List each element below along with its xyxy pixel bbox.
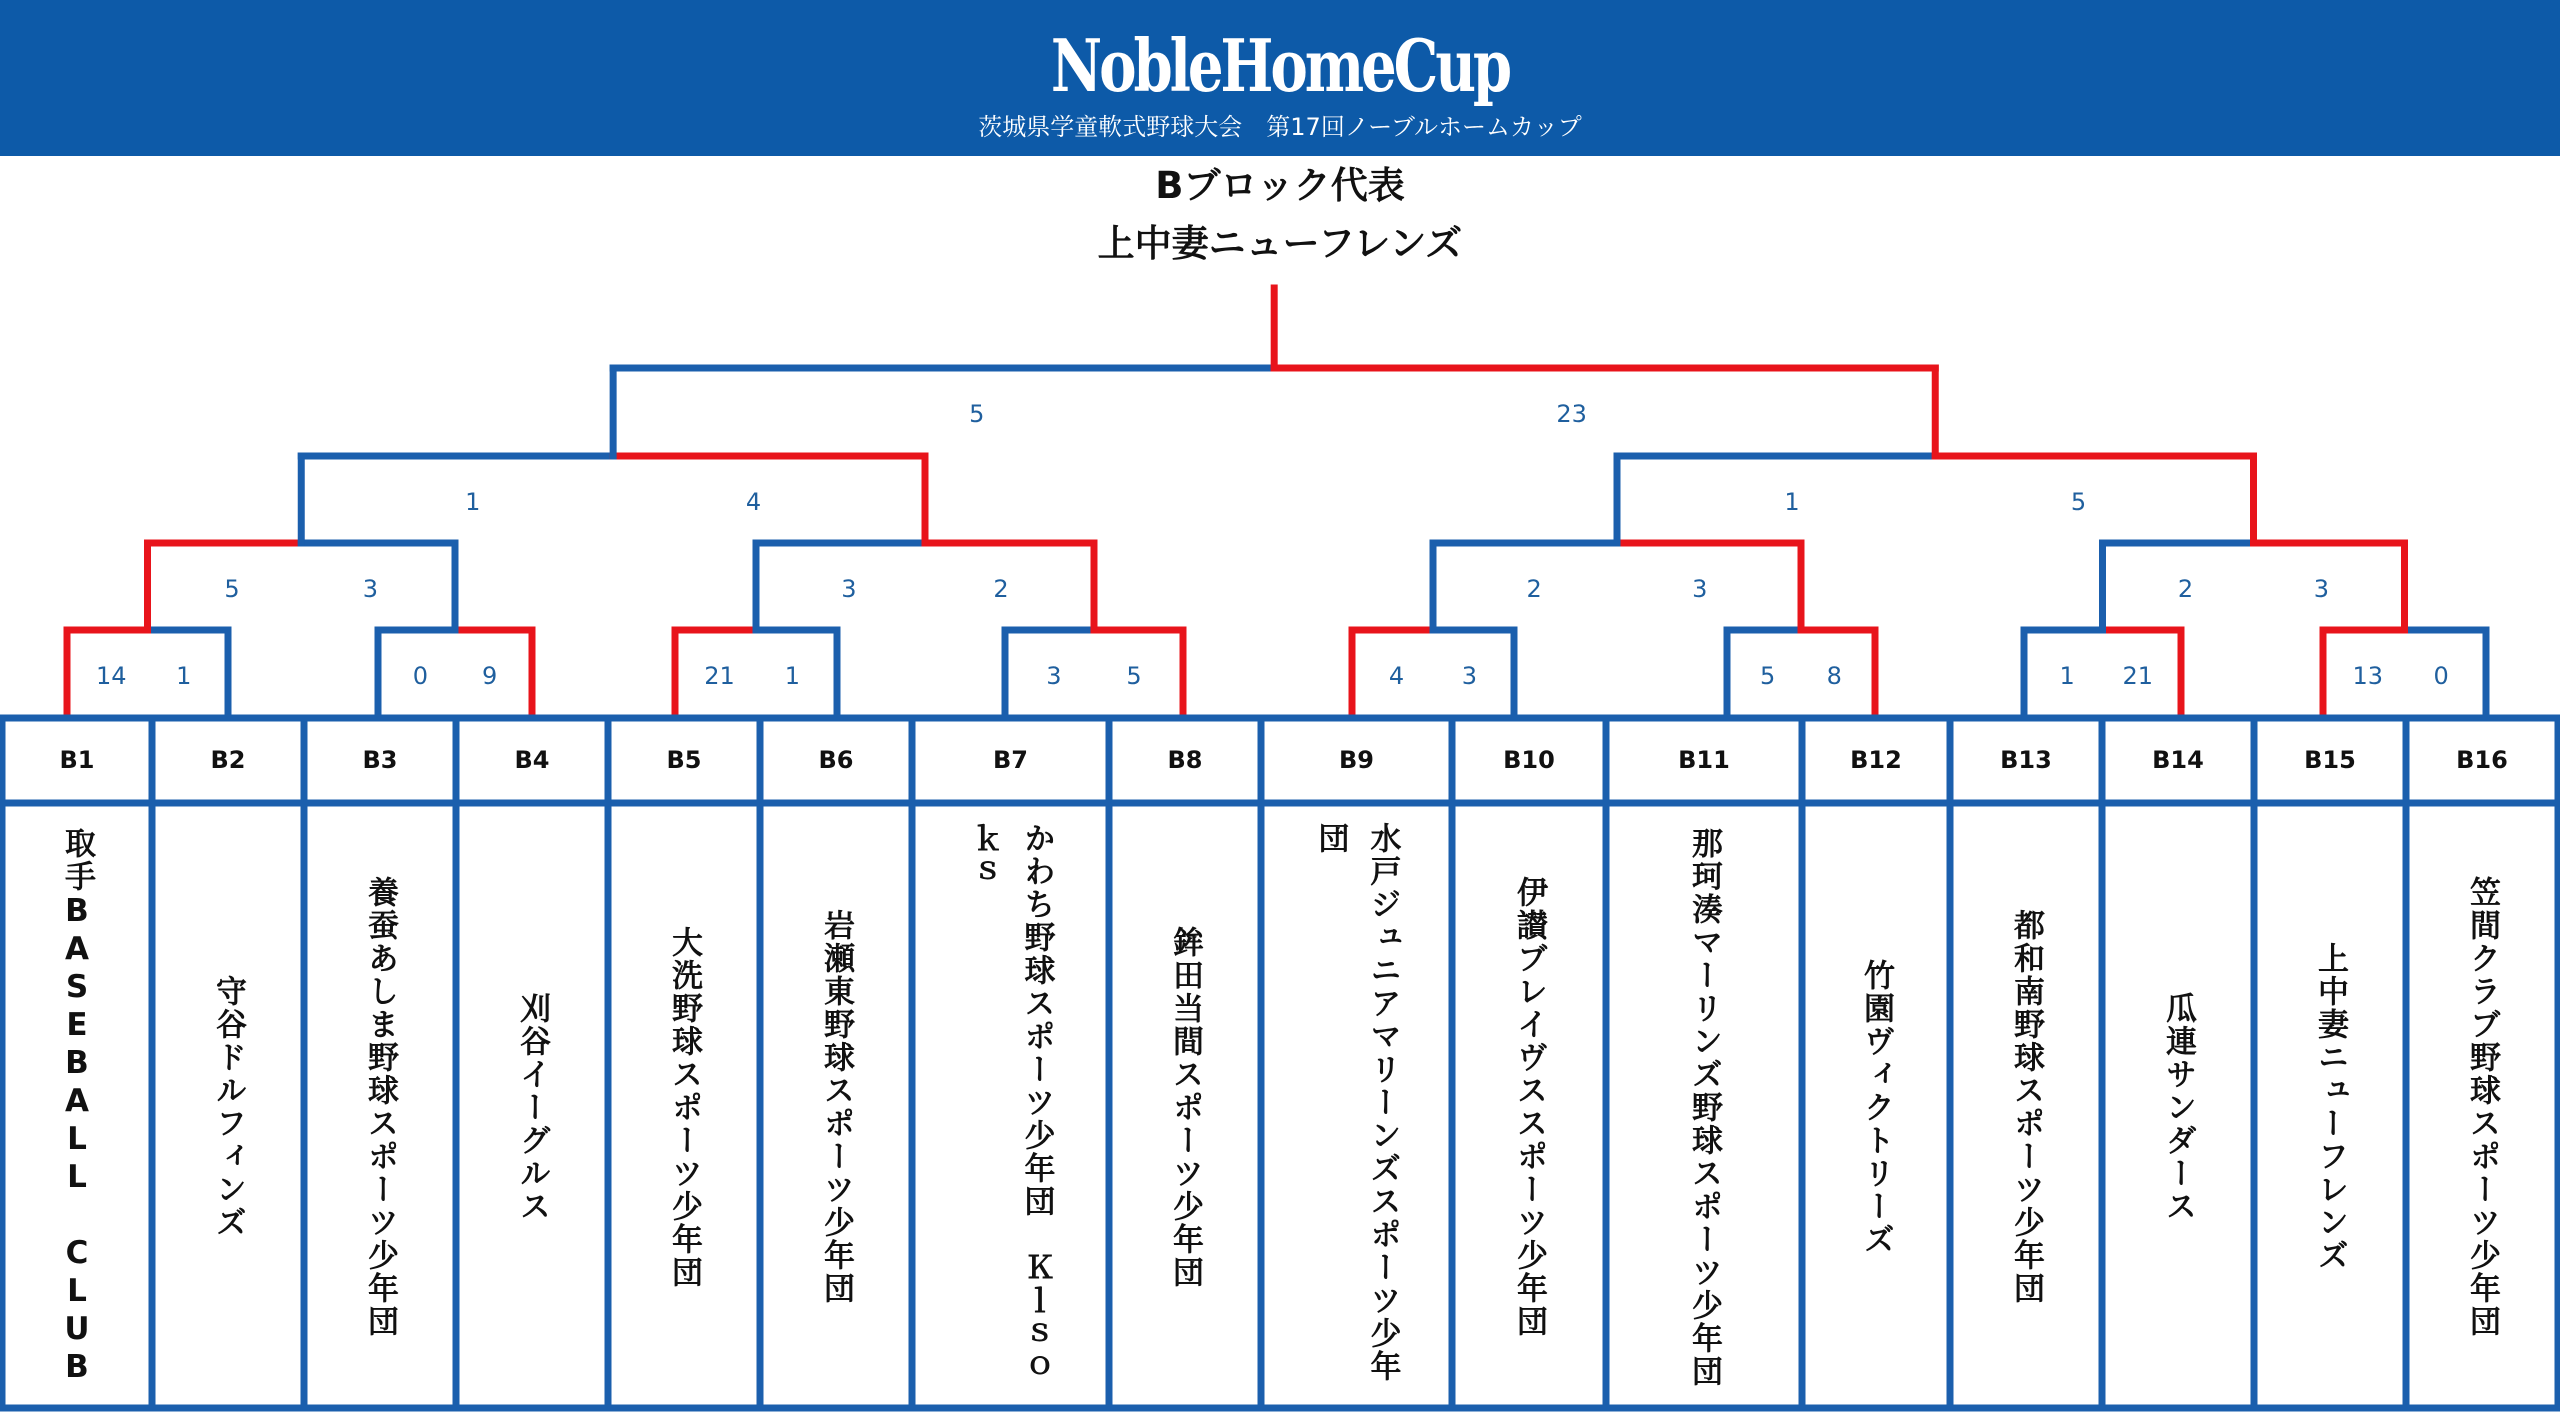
match-score: 1 [784, 662, 801, 690]
match-score: 1 [2059, 662, 2075, 690]
team-code: B3 [362, 746, 398, 774]
team-name: 瓜連サンダース [2160, 991, 2196, 1223]
team-name: 守谷ドルフィンズ [210, 975, 246, 1239]
team-code: B11 [1678, 746, 1730, 774]
match-score: 4 [745, 487, 762, 516]
match-score: 1 [465, 487, 481, 516]
match-score: 21 [704, 662, 735, 690]
team-code: B12 [1850, 746, 1902, 774]
team-code: B9 [1339, 746, 1374, 774]
match-score: 8 [1826, 662, 1842, 690]
team-name-cell [304, 806, 456, 1408]
team-name: 那珂湊マーリンズ野球スポーツ少年団 [1686, 826, 1722, 1388]
match-score: 2 [2177, 574, 2194, 603]
block-title: Bブロック代表 [1155, 164, 1405, 207]
team-name: 鉾田当間スポーツ少年団 [1167, 925, 1203, 1289]
match-score: 3 [362, 574, 379, 603]
team-code: B15 [2304, 746, 2356, 774]
match-score: 2 [993, 574, 1009, 603]
match-score: 14 [95, 662, 127, 690]
team-name: かわち野球スポーツ少年団 Ｋｌｓｏｋｓ [966, 822, 1055, 1383]
match-score: 1 [1784, 487, 1800, 516]
team-name: 笠間クラブ野球スポーツ少年団 [2464, 876, 2500, 1338]
team-code: B8 [1167, 746, 1203, 774]
team-code: B6 [818, 746, 854, 774]
team-name-cell [1606, 806, 1802, 1408]
match-score: 23 [1556, 400, 1587, 428]
team-name-cell [152, 806, 304, 1408]
team-name: 刈谷イーグルス [514, 991, 550, 1223]
team-code: B13 [2000, 746, 2052, 774]
team-name-cell [1109, 806, 1261, 1408]
match-score: 0 [412, 662, 428, 690]
team-name-cell [760, 806, 912, 1408]
team-name: 都和南野球スポーツ少年団 [2008, 909, 2044, 1305]
team-name-cell [608, 806, 760, 1408]
block-winner: 上中妻ニューフレンズ [1097, 222, 1463, 265]
match-score: 9 [482, 662, 498, 690]
match-score: 3 [1461, 662, 1478, 690]
match-score: 5 [1126, 662, 1142, 690]
team-name-cell [456, 806, 608, 1408]
team-code: B10 [1503, 746, 1555, 774]
team-code: B7 [993, 746, 1028, 774]
match-score: 21 [2122, 662, 2154, 690]
team-name-cell [1452, 806, 1606, 1408]
team-name: 岩瀬東野球スポーツ少年団 [818, 909, 854, 1305]
team-name-cell [2102, 806, 2254, 1408]
match-score: 5 [2070, 487, 2087, 516]
team-code: B14 [2152, 746, 2204, 774]
match-score: 3 [1692, 574, 1708, 603]
team-name: 伊讃ブレイヴススポーツ少年団 [1511, 876, 1547, 1338]
match-score: 3 [1046, 662, 1062, 690]
match-score: 5 [969, 400, 985, 428]
team-name-cell [1261, 806, 1452, 1408]
match-score: 1 [176, 662, 192, 690]
team-name-cell [912, 806, 1109, 1408]
match-score: 0 [2433, 662, 2449, 690]
team-name: 竹園ヴィクトリーズ [1858, 958, 1894, 1256]
team-name: 取手BASEBALL CLUB [59, 827, 95, 1387]
team-name-cell [1802, 806, 1950, 1408]
match-score: 5 [224, 574, 240, 603]
team-code: B16 [2456, 746, 2508, 774]
tournament-subtitle: 茨城県学童軟式野球大会 第17回ノーブルホームカップ [978, 113, 1582, 141]
team-name-cell [2, 806, 152, 1408]
team-name: 上中妻ニューフレンズ [2312, 942, 2348, 1272]
team-name-cell [1950, 806, 2102, 1408]
team-name-cell [2254, 806, 2406, 1408]
match-score: 2 [1526, 574, 1542, 603]
match-score: 3 [841, 574, 857, 603]
team-name: 水戸ジュニアマリーンズスポーツ少年団 [1312, 822, 1401, 1383]
team-code: B5 [666, 746, 702, 774]
team-code: B2 [210, 746, 246, 774]
match-score: 13 [2352, 662, 2384, 690]
team-name: 大洗野球スポーツ少年団 [666, 925, 702, 1289]
team-code: B4 [514, 746, 550, 774]
team-name-cell [2406, 806, 2558, 1408]
match-score: 3 [2313, 574, 2330, 603]
match-score: 4 [1388, 662, 1405, 690]
match-score: 5 [1760, 662, 1776, 690]
tournament-logo: NobleHomeCup [1050, 23, 1510, 108]
team-name: 養蚕あしま野球スポーツ少年団 [362, 876, 398, 1338]
team-code: B1 [59, 746, 95, 774]
